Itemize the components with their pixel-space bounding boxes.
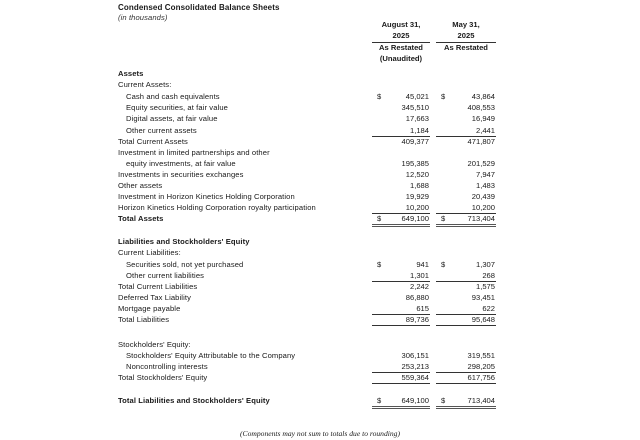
row-label: Other current assets: [126, 126, 197, 135]
page-subtitle: (in thousands): [118, 13, 168, 22]
col1-header-year: 2025: [392, 31, 410, 40]
row-label-cont: equity investments, at fair value: [126, 159, 236, 168]
double-underline: [372, 224, 430, 227]
total-liabilities-col2: 95,648: [471, 315, 495, 324]
col2-header-year: 2025: [457, 31, 475, 40]
row-value-col2: 268: [482, 271, 495, 280]
row-value-col1: 10,200: [405, 203, 429, 212]
row-value-col1: 195,385: [401, 159, 429, 168]
row-value-col1: 306,151: [401, 351, 429, 360]
row-label: Digital assets, at fair value: [126, 114, 218, 123]
total-current-liabilities-label: Total Current Liabilities: [118, 282, 198, 291]
total-assets-col2: 713,404: [467, 214, 495, 223]
dollar-sign: $: [441, 214, 446, 223]
row-value-col1: 17,663: [405, 114, 429, 123]
row-label: Cash and cash equivalents: [126, 92, 220, 101]
row-value-col1: 86,880: [405, 293, 429, 302]
total-assets-col1: 649,100: [401, 214, 429, 223]
equity-heading: Stockholders' Equity:: [118, 340, 191, 349]
row-label: Other current liabilities: [126, 271, 205, 280]
footnote: (Components may not sum to totals due to rounding): [239, 429, 401, 438]
row-value-col1: 45,021: [405, 92, 429, 101]
row-value-col1: 615: [416, 304, 429, 313]
liabilities-heading: Liabilities and Stockholders' Equity: [118, 237, 250, 246]
col1-header-date: August 31,: [381, 20, 421, 29]
row-label: Stockholders' Equity Attributable to the Company: [126, 351, 296, 360]
col2-header-status: As Restated: [444, 43, 488, 52]
total-current-assets-col2: 471,807: [467, 137, 495, 146]
row-value-col2: 93,451: [471, 293, 495, 302]
dollar-sign: $: [377, 260, 382, 269]
total-rule: [372, 383, 430, 384]
total-liabilities-col1: 89,736: [405, 315, 429, 324]
assets-heading: Assets: [118, 69, 144, 78]
row-value-col2: 10,200: [471, 203, 495, 212]
col1-header-unaudited: (Unaudited): [379, 54, 423, 63]
row-label: Other assets: [118, 181, 163, 190]
current-liabilities-heading: Current Liabilities:: [118, 248, 181, 257]
current-assets-heading: Current Assets:: [118, 80, 172, 89]
row-label: Investment in Horizon Kinetics Holding Corporation: [118, 192, 295, 201]
total-rule: [436, 325, 496, 326]
dollar-sign: $: [441, 92, 446, 101]
total-assets-label: Total Assets: [118, 214, 164, 223]
row-value-col2: 319,551: [467, 351, 495, 360]
total-liabilities-label: Total Liabilities: [118, 315, 170, 324]
row-label: Securities sold, not yet purchased: [126, 260, 244, 269]
row-value-col2: 1,483: [475, 181, 495, 190]
row-value-col2: 408,553: [467, 103, 495, 112]
row-value-col1: 253,213: [401, 362, 429, 371]
grand-total-col1: 649,100: [401, 396, 429, 405]
row-value-col2: 7,947: [475, 170, 495, 179]
col1-header-status: As Restated: [379, 43, 423, 52]
double-underline: [372, 406, 430, 409]
total-equity-label: Total Stockholders' Equity: [118, 373, 208, 382]
total-current-assets-col1: 409,377: [401, 137, 429, 146]
total-equity-col2: 617,756: [467, 373, 495, 382]
total-current-assets-label: Total Current Assets: [118, 137, 188, 146]
row-label: Investments in securities exchanges: [118, 170, 244, 179]
row-label: Noncontrolling interests: [126, 362, 208, 371]
total-current-liabilities-col1: 2,242: [409, 282, 429, 291]
dollar-sign: $: [377, 396, 382, 405]
dollar-sign: $: [441, 396, 446, 405]
grand-total-label: Total Liabilities and Stockholders' Equity: [118, 396, 270, 405]
double-underline: [436, 224, 496, 227]
row-value-col1: 345,510: [401, 103, 429, 112]
row-label: Horizon Kinetics Holding Corporation royalty participation: [118, 203, 316, 212]
row-label: Deferred Tax Liability: [118, 293, 191, 302]
row-label: Investment in limited partnerships and other: [118, 148, 270, 157]
row-value-col1: 19,929: [405, 192, 429, 201]
page-title: Condensed Consolidated Balance Sheets: [118, 3, 280, 12]
dollar-sign: $: [441, 260, 446, 269]
col2-header-date: May 31,: [452, 20, 480, 29]
row-value-col1: 1,688: [409, 181, 429, 190]
total-rule: [372, 325, 430, 326]
row-value-col1: 1,301: [409, 271, 429, 280]
row-value-col1: 941: [416, 260, 429, 269]
row-value-col2: 43,864: [471, 92, 495, 101]
row-value-col2: 16,949: [471, 114, 495, 123]
row-value-col2: 2,441: [475, 126, 495, 135]
dollar-sign: $: [377, 92, 382, 101]
row-value-col2: 1,307: [475, 260, 495, 269]
grand-total-col2: 713,404: [467, 396, 495, 405]
total-rule: [436, 383, 496, 384]
dollar-sign: $: [377, 214, 382, 223]
row-value-col1: 12,520: [405, 170, 429, 179]
row-value-col2: 622: [482, 304, 495, 313]
row-value-col2: 298,205: [467, 362, 495, 371]
total-current-liabilities-col2: 1,575: [475, 282, 495, 291]
total-equity-col1: 559,364: [401, 373, 429, 382]
row-value-col1: 1,184: [409, 126, 429, 135]
row-label: Equity securities, at fair value: [126, 103, 228, 112]
double-underline: [436, 406, 496, 409]
row-value-col2: 201,529: [467, 159, 495, 168]
row-label: Mortgage payable: [118, 304, 181, 313]
row-value-col2: 20,439: [471, 192, 495, 201]
